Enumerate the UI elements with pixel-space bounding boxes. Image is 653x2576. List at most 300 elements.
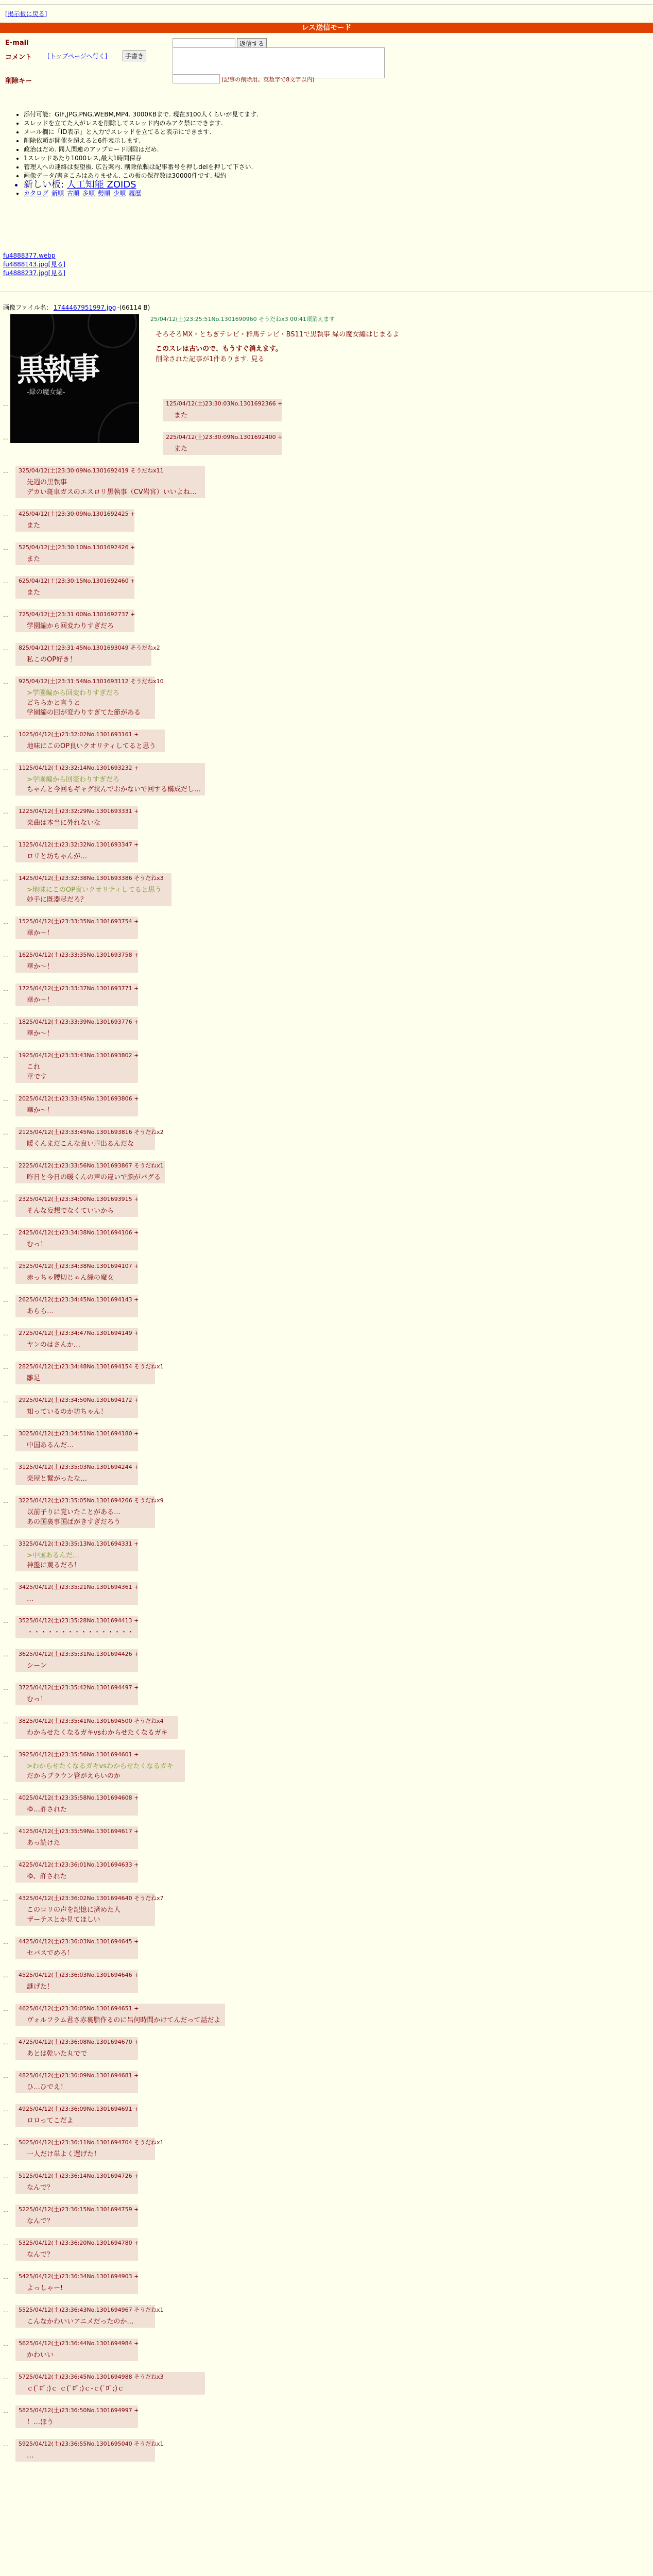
submit-button[interactable]: 返信する: [237, 38, 267, 49]
new-board-link[interactable]: 人工知能 ZOIDS: [66, 179, 136, 190]
reply-body: [27, 2250, 135, 2260]
reply-post: [15, 873, 171, 906]
reply-line: また: [27, 589, 41, 597]
op-meta: 25/04/12(土)23:25:51No.1301690960 そうだねx3 00:41頃消えます: [150, 316, 335, 323]
reply-post: [15, 1496, 164, 1528]
reply-body: [27, 1948, 135, 1958]
reply-body: [27, 1307, 135, 1316]
reply-meta[interactable]: 725/04/12(土)23:31:00No.1301692737 +: [19, 611, 135, 618]
reply-body: [27, 1838, 135, 1848]
reply-meta[interactable]: 525/04/12(土)23:30:10No.1301692426 +: [19, 544, 135, 551]
reply-marker: …: [3, 1541, 9, 1548]
reply-meta[interactable]: 5925/04/12(土)23:36:55No.1301695040 そうだねx1: [19, 2441, 164, 2447]
board-rules: [15, 110, 436, 198]
reply-marker: …: [3, 468, 9, 474]
reply-line: 華か～！: [27, 1030, 54, 1038]
reply-line: 学園編から回変わりすぎだろ: [27, 622, 114, 630]
op-file-info: [3, 303, 150, 312]
reply-line: また: [27, 522, 41, 530]
reply-meta[interactable]: 5425/04/12(土)23:36:34No.1301694903 +: [19, 2273, 139, 2280]
reply-line: また: [174, 445, 188, 453]
reply-line: 赤っちゃ腰切じゃん緑の魔女: [27, 1274, 114, 1282]
reply-body: [27, 1173, 162, 1182]
reply-meta[interactable]: 5725/04/12(土)23:36:45No.1301694988 そうだねx3: [19, 2374, 164, 2380]
reply-line: ｃ(ﾟﾛﾟ;)ｃ ｃ(ﾟﾛﾟ;)ｃ-ｃ(ﾟﾛﾟ;)ｃ: [27, 2385, 124, 2393]
reply-post: [15, 2004, 225, 2026]
reply-meta[interactable]: 5225/04/12(土)23:36:15No.1301694759 +: [19, 2206, 139, 2213]
reply-line: ひ…ひでえ！: [27, 2083, 67, 2091]
reply-line: 先週の黒執事: [27, 479, 67, 486]
reply-marker: …: [3, 919, 9, 925]
reply-quote: >中国あるんだ…: [27, 1552, 79, 1560]
reply-line: 楽屋と繋がったな…: [27, 1475, 88, 1483]
reply-line: こんなかわいいアニメだったのか…: [27, 2318, 134, 2326]
reply-post: [15, 2104, 138, 2127]
reply-meta[interactable]: 5525/04/12(土)23:36:43No.1301694967 そうだねx1: [19, 2307, 164, 2313]
reply-body: [27, 2183, 135, 2193]
op-image-title: 黒執事: [16, 350, 98, 388]
reply-marker: …: [3, 1828, 9, 1835]
reply-body: [27, 2350, 135, 2360]
reply-marker: …: [3, 1498, 9, 1504]
delete-key-note: (記事の削除用。英数字で8文字以内): [221, 76, 315, 83]
reply-marker: …: [3, 1939, 9, 1945]
reply-meta[interactable]: 625/04/12(土)23:30:15No.1301692460 +: [19, 578, 135, 584]
reply-marker: …: [3, 1263, 9, 1270]
reply-meta[interactable]: 3925/04/12(土)23:35:56No.1301694601 +: [19, 1751, 139, 1758]
reply-line: あとは乾いた丸でで: [27, 2050, 88, 2058]
recent-uploads: [3, 251, 65, 278]
new-board-ad: [24, 180, 436, 189]
reply-body: [174, 411, 279, 420]
delete-key-field[interactable]: [173, 74, 220, 83]
sort-links: [24, 189, 436, 198]
reply-meta[interactable]: 3825/04/12(土)23:35:41No.1301694500 そうだねx4: [19, 1718, 164, 1724]
reply-line: ！…ほう: [27, 2418, 54, 2426]
reply-meta[interactable]: 225/04/12(土)23:30:09No.1301692400 +: [166, 434, 283, 440]
reply-body: [27, 655, 148, 665]
reply-marker: …: [3, 511, 9, 518]
comment-textarea[interactable]: [173, 47, 385, 78]
reply-body: [27, 588, 131, 598]
reply-body: [27, 885, 168, 905]
reply-meta[interactable]: 1625/04/12(土)23:33:35No.1301693758 +: [19, 952, 139, 958]
reply-line: ザーテスとか見てほしい: [27, 1916, 100, 1924]
reply-post: [15, 1261, 138, 1284]
reply-meta[interactable]: 2725/04/12(土)23:34:47No.1301694149 +: [19, 1330, 139, 1336]
reply-post: [15, 730, 165, 752]
reply-marker: …: [3, 1464, 9, 1471]
reply-meta[interactable]: 5125/04/12(土)23:36:14No.1301694726 +: [19, 2173, 139, 2179]
reply-meta[interactable]: 5825/04/12(土)23:36:50No.1301694997 +: [19, 2407, 139, 2414]
reply-line: だからブラウン管がえらいのか: [27, 1772, 121, 1780]
reply-line: 以前子りに覚いたことがある…: [27, 1509, 121, 1516]
reply-line: ヴォルフラム君さ赤裏脂作るのに呂何時間かけてんだって話だよ: [27, 2016, 221, 2024]
reply-meta[interactable]: 2225/04/12(土)23:33:56No.1301693867 そうだねx1: [19, 1162, 164, 1169]
reply-body: [27, 2451, 152, 2461]
reply-marker: …: [3, 732, 9, 738]
reply-meta[interactable]: 1825/04/12(土)23:33:39No.1301693776 +: [19, 1019, 139, 1025]
back-to-board-link[interactable]: [掲示板に戻る]: [5, 10, 47, 18]
reply-marker: …: [3, 875, 9, 882]
reply-body: [27, 1872, 135, 1882]
reply-marker: …: [3, 2106, 9, 2113]
reply-marker: …: [3, 1230, 9, 1236]
reply-marker: …: [3, 842, 9, 849]
reply-marker: …: [3, 808, 9, 815]
reply-meta[interactable]: 4925/04/12(土)23:36:09No.1301694691 +: [19, 2106, 139, 2112]
delete-key-label: 削除キー: [5, 77, 32, 85]
recent-upload-link[interactable]: fu4888237.jpg[見る]: [3, 269, 66, 277]
reply-line: あらら…: [27, 1308, 54, 1315]
reply-body: [27, 2116, 135, 2126]
reply-marker: …: [3, 2307, 9, 2314]
reply-line: むっ！: [27, 1241, 47, 1248]
reply-line: また: [27, 555, 41, 563]
reply-line: なんで？: [27, 2217, 54, 2225]
reply-meta[interactable]: 5325/04/12(土)23:36:20No.1301694780 +: [19, 2240, 139, 2246]
reply-meta[interactable]: 2625/04/12(土)23:34:45No.1301694143 +: [19, 1296, 139, 1303]
op-deleted-note: 削除された記事が1件あります. 見る: [156, 355, 265, 363]
reply-post: [15, 509, 134, 532]
reply-body: [27, 1273, 135, 1283]
reply-post: [15, 1826, 138, 1849]
reply-meta[interactable]: 4325/04/12(土)23:36:02No.1301694640 そうだねx7: [19, 1895, 164, 1902]
reply-line: 昨日と今日の暖くんの声の違いで脳がバグる: [27, 1174, 161, 1181]
reply-meta[interactable]: 325/04/12(土)23:30:09No.1301692419 そうだねx11: [19, 467, 164, 474]
reply-line: 中国あるんだ…: [27, 1442, 74, 1449]
reply-meta[interactable]: 3025/04/12(土)23:34:51No.1301694180 +: [19, 1430, 139, 1437]
reply-marker: …: [3, 1297, 9, 1303]
reply-meta[interactable]: 125/04/12(土)23:30:03No.1301692366 +: [166, 400, 283, 407]
reply-body: [27, 1139, 152, 1149]
reply-body: [27, 554, 131, 564]
reply-post: [15, 1328, 138, 1351]
reply-marker: …: [3, 1618, 9, 1624]
reply-marker: …: [3, 545, 9, 551]
reply-marker: …: [3, 2039, 9, 2046]
reply-quote: >学園編から回変わりすぎだろ: [27, 689, 119, 697]
reply-body: [27, 818, 135, 828]
reply-marker: …: [3, 1431, 9, 1437]
decorative-swirl: [98, 402, 139, 443]
reply-post: [15, 543, 134, 565]
reply-post: [15, 763, 205, 795]
reply-body: [27, 1551, 135, 1570]
reply-meta[interactable]: 5625/04/12(土)23:36:44No.1301694984 +: [19, 2340, 139, 2347]
reply-post: [163, 432, 282, 455]
op-thumbnail[interactable]: [10, 314, 139, 443]
reply-meta[interactable]: 4425/04/12(土)23:36:03No.1301694645 +: [19, 1938, 139, 1945]
reply-post: [15, 1127, 164, 1150]
reply-body: [27, 1628, 135, 1637]
reply-body: [27, 2283, 135, 2293]
reply-meta[interactable]: 425/04/12(土)23:30:09No.1301692425 +: [19, 511, 135, 517]
reply-meta[interactable]: 1025/04/12(土)23:32:02No.1301693161 +: [19, 731, 139, 738]
reply-post: [15, 2338, 138, 2361]
reply-meta[interactable]: 3425/04/12(土)23:35:21No.1301694361 +: [19, 1584, 139, 1590]
reply-line: なんで？: [27, 2251, 54, 2259]
reply-body: [27, 478, 202, 497]
reply-marker: …: [3, 401, 9, 408]
new-board-prefix: 新しい板:: [24, 179, 67, 190]
reply-meta[interactable]: 3525/04/12(土)23:35:28No.1301694413 +: [19, 1617, 139, 1624]
reply-marker: …: [3, 1972, 9, 1979]
reply-line: これ: [27, 1063, 41, 1071]
reply-body: [27, 995, 135, 1005]
reply-line: 華か～！: [27, 929, 54, 937]
reply-meta[interactable]: 1425/04/12(土)23:32:38No.1301693386 そうだねx3: [19, 875, 164, 882]
reply-meta[interactable]: 4125/04/12(土)23:35:59No.1301694617 +: [19, 1828, 139, 1835]
reply-line: ゆ、許された: [27, 1873, 67, 1880]
reply-line: ゆ…許された: [27, 1806, 67, 1814]
reply-marker: …: [3, 2006, 9, 2012]
reply-meta[interactable]: 1125/04/12(土)23:32:14No.1301693232 +: [19, 765, 139, 771]
reply-line: 地味にこのOP良いクオリティしてると思う: [27, 742, 156, 750]
reply-line: なんで？: [27, 2184, 54, 2192]
reply-meta[interactable]: 4825/04/12(土)23:36:09No.1301694681 +: [19, 2072, 139, 2079]
reply-body: [27, 1507, 152, 1527]
reply-line: そんな妄想でなくていいから: [27, 1207, 114, 1215]
reply-marker: …: [3, 1397, 9, 1404]
reply-line: どちらかと言うと: [27, 699, 81, 707]
reply-line: …: [27, 1595, 33, 1603]
sort-momentum-link[interactable]: 勢順: [98, 190, 111, 197]
reply-post: [15, 2138, 164, 2160]
reply-marker: …: [3, 2274, 9, 2280]
reply-marker: …: [3, 679, 9, 685]
recent-upload-link[interactable]: fu4888143.jpg[見る]: [3, 261, 66, 268]
reply-body: [27, 928, 135, 938]
reply-post: [15, 1194, 138, 1217]
reply-line: ロリと坊ちゃんが…: [27, 853, 88, 860]
reply-marker: …: [3, 765, 9, 772]
reply-body: [27, 1340, 135, 1350]
reply-post: [15, 2272, 138, 2294]
reply-body: [27, 1407, 135, 1417]
reply-post: [15, 2037, 138, 2060]
reply-line: ・・・・・・・・・・・・・・・・: [27, 1629, 134, 1636]
reply-body: [27, 2384, 202, 2394]
reply-form: [5, 38, 648, 88]
reply-post: [15, 917, 138, 939]
reply-line: ヤンのはさんか…: [27, 1341, 80, 1349]
reply-marker: …: [3, 1196, 9, 1203]
reply-line: 暖くんまだこんな良い声出るんだな: [27, 1140, 134, 1148]
reply-line: 華です: [27, 1073, 47, 1081]
reply-post: [15, 1716, 178, 1739]
reply-meta[interactable]: 1525/04/12(土)23:33:35No.1301693754 +: [19, 918, 139, 925]
reply-body: [27, 775, 202, 794]
top-page-link-wrap: [47, 52, 108, 60]
reply-marker: …: [3, 1685, 9, 1691]
reply-body: [27, 1374, 152, 1383]
reply-meta[interactable]: 2325/04/12(土)23:34:00No.1301693915 +: [19, 1196, 139, 1202]
rule-item: • 削除依頼が開催を超えると6件表示します.: [24, 137, 436, 145]
reply-marker: …: [3, 612, 9, 618]
reply-body: [27, 2015, 222, 2025]
sort-old-link[interactable]: 古順: [67, 190, 80, 197]
reply-line: わからせたくなるガキvsわからせたくなるガキ: [27, 1729, 168, 1737]
history-link[interactable]: 履歴: [129, 190, 142, 197]
reply-body: [27, 741, 162, 751]
reply-line: また: [174, 412, 188, 419]
reply-post: [15, 2205, 138, 2227]
reply-meta[interactable]: 1725/04/12(土)23:33:37No.1301693771 +: [19, 985, 139, 992]
reply-marker: …: [3, 1718, 9, 1725]
reply-line: 華か～！: [27, 996, 54, 1004]
reply-meta[interactable]: 5025/04/12(土)23:36:11No.1301694704 そうだねx1: [19, 2139, 164, 2146]
reply-line: かわいい: [27, 2351, 54, 2359]
op-file-link[interactable]: 1744467951997.jpg: [53, 304, 116, 311]
reply-meta[interactable]: 4725/04/12(土)23:36:08No.1301694670 +: [19, 2039, 139, 2045]
reply-post: [15, 2439, 164, 2462]
reply-body: [27, 1029, 135, 1039]
reply-body: [27, 2417, 135, 2427]
reply-body: [27, 1206, 135, 1216]
reply-body: [27, 1761, 182, 1781]
reply-post: [15, 609, 134, 632]
delete-key-row: [5, 74, 648, 88]
reply-marker: …: [3, 1651, 9, 1658]
reply-marker: …: [3, 1584, 9, 1591]
sort-new-link[interactable]: 新順: [51, 190, 64, 197]
reply-meta[interactable]: 2825/04/12(土)23:34:48No.1301694154 そうだねx1: [19, 1363, 164, 1370]
reply-line: ちゃんと今回もギャグ挟んでおかないで回する構成だし…: [27, 786, 201, 793]
post-mode-bar: レス送信モード: [0, 23, 653, 33]
reply-marker: …: [3, 986, 9, 992]
reply-meta[interactable]: 4525/04/12(土)23:36:03No.1301694646 +: [19, 1972, 139, 1978]
reply-body: [27, 962, 135, 972]
reply-meta[interactable]: 3325/04/12(土)23:35:13No.1301694331 +: [19, 1540, 139, 1547]
reply-meta[interactable]: 4625/04/12(土)23:36:05No.1301694651 +: [19, 2005, 139, 2012]
reply-body: [27, 1805, 135, 1815]
reply-marker: …: [3, 2073, 9, 2079]
reply-body: [27, 1474, 135, 1484]
reply-marker: …: [3, 1129, 9, 1136]
reply-line: デカい斑車ガスのエスロリ黒執事（CV岩宮）いいよね…: [27, 488, 197, 496]
reply-quote: >わからせたくなるガキvsわからせたくなるガキ: [27, 1762, 174, 1770]
reply-post: [163, 399, 282, 421]
reply-post: [15, 840, 138, 862]
op-file-prefix: 画像ファイル名：: [3, 304, 53, 311]
reply-post: [15, 1094, 138, 1116]
reply-body: [27, 1694, 135, 1704]
reply-marker: …: [3, 1163, 9, 1170]
reply-marker: …: [3, 1795, 9, 1802]
reply-line: よっしゃー!: [27, 2284, 63, 2292]
reply-marker: …: [3, 2441, 9, 2448]
reply-body: [27, 521, 131, 531]
reply-marker: …: [3, 2140, 9, 2146]
reply-marker: …: [3, 434, 9, 441]
reply-post: [15, 1228, 138, 1250]
reply-line: むっ！: [27, 1696, 47, 1703]
reply-line: セバスでめろ！: [27, 1950, 74, 1957]
top-page-link[interactable]: [トップページへ行く]: [47, 53, 108, 60]
reply-line: 雛足: [27, 1375, 41, 1382]
reply-marker: …: [3, 2173, 9, 2180]
op-body: [156, 330, 399, 365]
op-file-size: -(66114 B): [117, 304, 150, 311]
reply-post: [15, 1539, 138, 1571]
reply-marker: …: [3, 2408, 9, 2414]
reply-meta[interactable]: 1925/04/12(土)23:33:43No.1301693802 +: [19, 1052, 139, 1059]
reply-meta[interactable]: 4025/04/12(土)23:35:58No.1301694608 +: [19, 1794, 139, 1801]
reply-post: [15, 1683, 138, 1705]
reply-body: [27, 1905, 152, 1925]
reply-post: [15, 676, 164, 719]
reply-post: [15, 1582, 138, 1605]
reply-post: [15, 1970, 138, 1993]
reply-meta[interactable]: 3125/04/12(土)23:35:03No.1301694244 +: [19, 1464, 139, 1470]
reply-meta[interactable]: 3725/04/12(土)23:35:42No.1301694497 +: [19, 1684, 139, 1691]
reply-body: [27, 852, 135, 861]
reply-post: [15, 1050, 138, 1083]
reply-body: [27, 1062, 135, 1082]
reply-meta[interactable]: 1225/04/12(土)23:32:29No.1301693331 +: [19, 808, 139, 815]
reply-meta[interactable]: 2025/04/12(土)23:33:45No.1301693806 +: [19, 1095, 139, 1102]
reply-meta[interactable]: 2525/04/12(土)23:34:38No.1301694107 +: [19, 1263, 139, 1269]
reply-meta[interactable]: 3625/04/12(土)23:35:31No.1301694426 +: [19, 1651, 139, 1657]
reply-meta[interactable]: 3225/04/12(土)23:35:05No.1301694266 そうだねx9: [19, 1497, 164, 1504]
op-line: そろそろMX・とちぎテレビ・群馬テレビ・BS11で黒執事 緑の魔女編はじまるよ: [156, 331, 400, 338]
reply-meta[interactable]: 2125/04/12(土)23:33:45No.1301693816 そうだねx2: [19, 1129, 164, 1136]
reply-body: [27, 1440, 135, 1450]
reply-marker: …: [3, 1096, 9, 1103]
reply-post: [15, 2238, 138, 2261]
catalog-link[interactable]: カタログ: [24, 190, 49, 197]
reply-line: あの国裏事国ばがきすぎだろう: [27, 1518, 121, 1526]
recent-upload-link[interactable]: fu4888377.webp: [3, 252, 56, 259]
reply-post: [15, 1362, 164, 1384]
reply-marker: …: [3, 2207, 9, 2213]
reply-meta[interactable]: 825/04/12(土)23:31:45No.1301693049 そうだねx2: [19, 645, 160, 651]
reply-line: あっ読けた: [27, 1839, 60, 1847]
reply-marker: …: [3, 2240, 9, 2247]
reply-meta[interactable]: 2925/04/12(土)23:34:50No.1301694172 +: [19, 1397, 139, 1403]
reply-body: [27, 688, 152, 718]
reply-post: [15, 950, 138, 973]
reply-meta[interactable]: 2425/04/12(土)23:34:38No.1301694106 +: [19, 1229, 139, 1236]
oekaki-button[interactable]: 手書き: [123, 50, 146, 61]
reply-meta[interactable]: 925/04/12(土)23:31:54No.1301693112 そうだねx10: [19, 678, 164, 685]
reply-body: [27, 621, 131, 631]
reply-marker: …: [3, 1330, 9, 1337]
sort-few-link[interactable]: 少順: [113, 190, 126, 197]
reply-line: 楽曲は本当に外れないな: [27, 819, 101, 827]
reply-post: [15, 1893, 164, 1926]
reply-post: [15, 2171, 138, 2194]
reply-marker: …: [3, 2341, 9, 2347]
reply-body: [27, 1728, 175, 1738]
reply-post: [15, 1937, 138, 1959]
reply-body: [27, 2149, 152, 2159]
sort-many-link[interactable]: 多順: [82, 190, 95, 197]
reply-post: [15, 1017, 138, 1040]
email-field[interactable]: [173, 38, 235, 48]
reply-line: …: [27, 2452, 33, 2460]
reply-post: [15, 1616, 138, 1638]
reply-line: シーン: [27, 1662, 47, 1670]
reply-meta[interactable]: 4225/04/12(土)23:36:01No.1301694633 +: [19, 1861, 139, 1868]
reply-body: [27, 1661, 135, 1671]
reply-line: ロロってこだよ: [27, 2117, 74, 2125]
reply-line: 神盤に蔑るだろ！: [27, 1562, 81, 1569]
reply-line: 学園編の回が変わりすぎてた節がある: [27, 709, 141, 717]
reply-meta[interactable]: 1325/04/12(土)23:32:32No.1301693347 +: [19, 841, 139, 848]
reply-body: [174, 444, 279, 454]
